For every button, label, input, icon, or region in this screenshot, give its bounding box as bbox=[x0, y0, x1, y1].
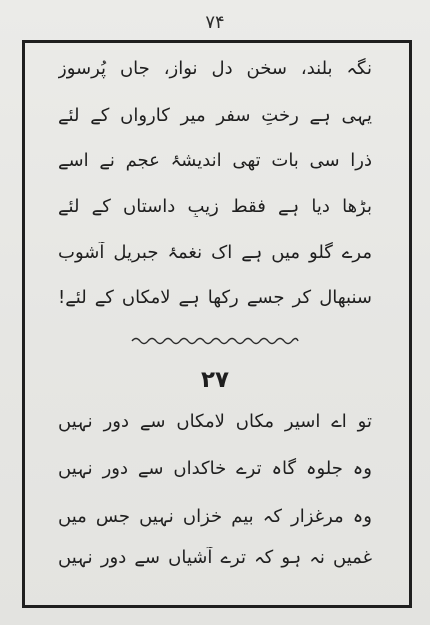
verse-line: ذرا سی بات تھی اندیشۂ عجم نے اسے bbox=[58, 150, 372, 171]
verse-line: بڑھا دیا ہے فقط زیبِ داستاں کے لئے bbox=[58, 196, 372, 217]
verse-line: وہ جلوہ گاہ ترے خاکداں سے دور نہیں bbox=[58, 458, 372, 479]
verse-line: مرے گلو میں ہے اک نغمۂ جبریل آشوب bbox=[58, 242, 372, 263]
verse-line: وہ مرغزار کہ بیمِ خزاں نہیں جس میں bbox=[58, 506, 372, 527]
section-heading: ۲۷ bbox=[200, 367, 230, 393]
verse-line: نگہ بلند، سخن دل نواز، جاں پُرسوز bbox=[58, 58, 372, 79]
verse-line: یہی ہے رختِ سفر میرِ کارواں کے لئے bbox=[58, 105, 372, 126]
wavy-divider bbox=[130, 333, 300, 349]
verse-line: تو اے اسیرِ مکاں لامکاں سے دور نہیں bbox=[58, 411, 372, 432]
page-number: ۷۴ bbox=[205, 12, 225, 33]
verse-line: سنبھال کر جسے رکھا ہے لامکاں کے لئے! bbox=[58, 287, 372, 308]
verse-line: غمیں نہ ہو کہ ترے آشیاں سے دور نہیں bbox=[58, 547, 372, 568]
